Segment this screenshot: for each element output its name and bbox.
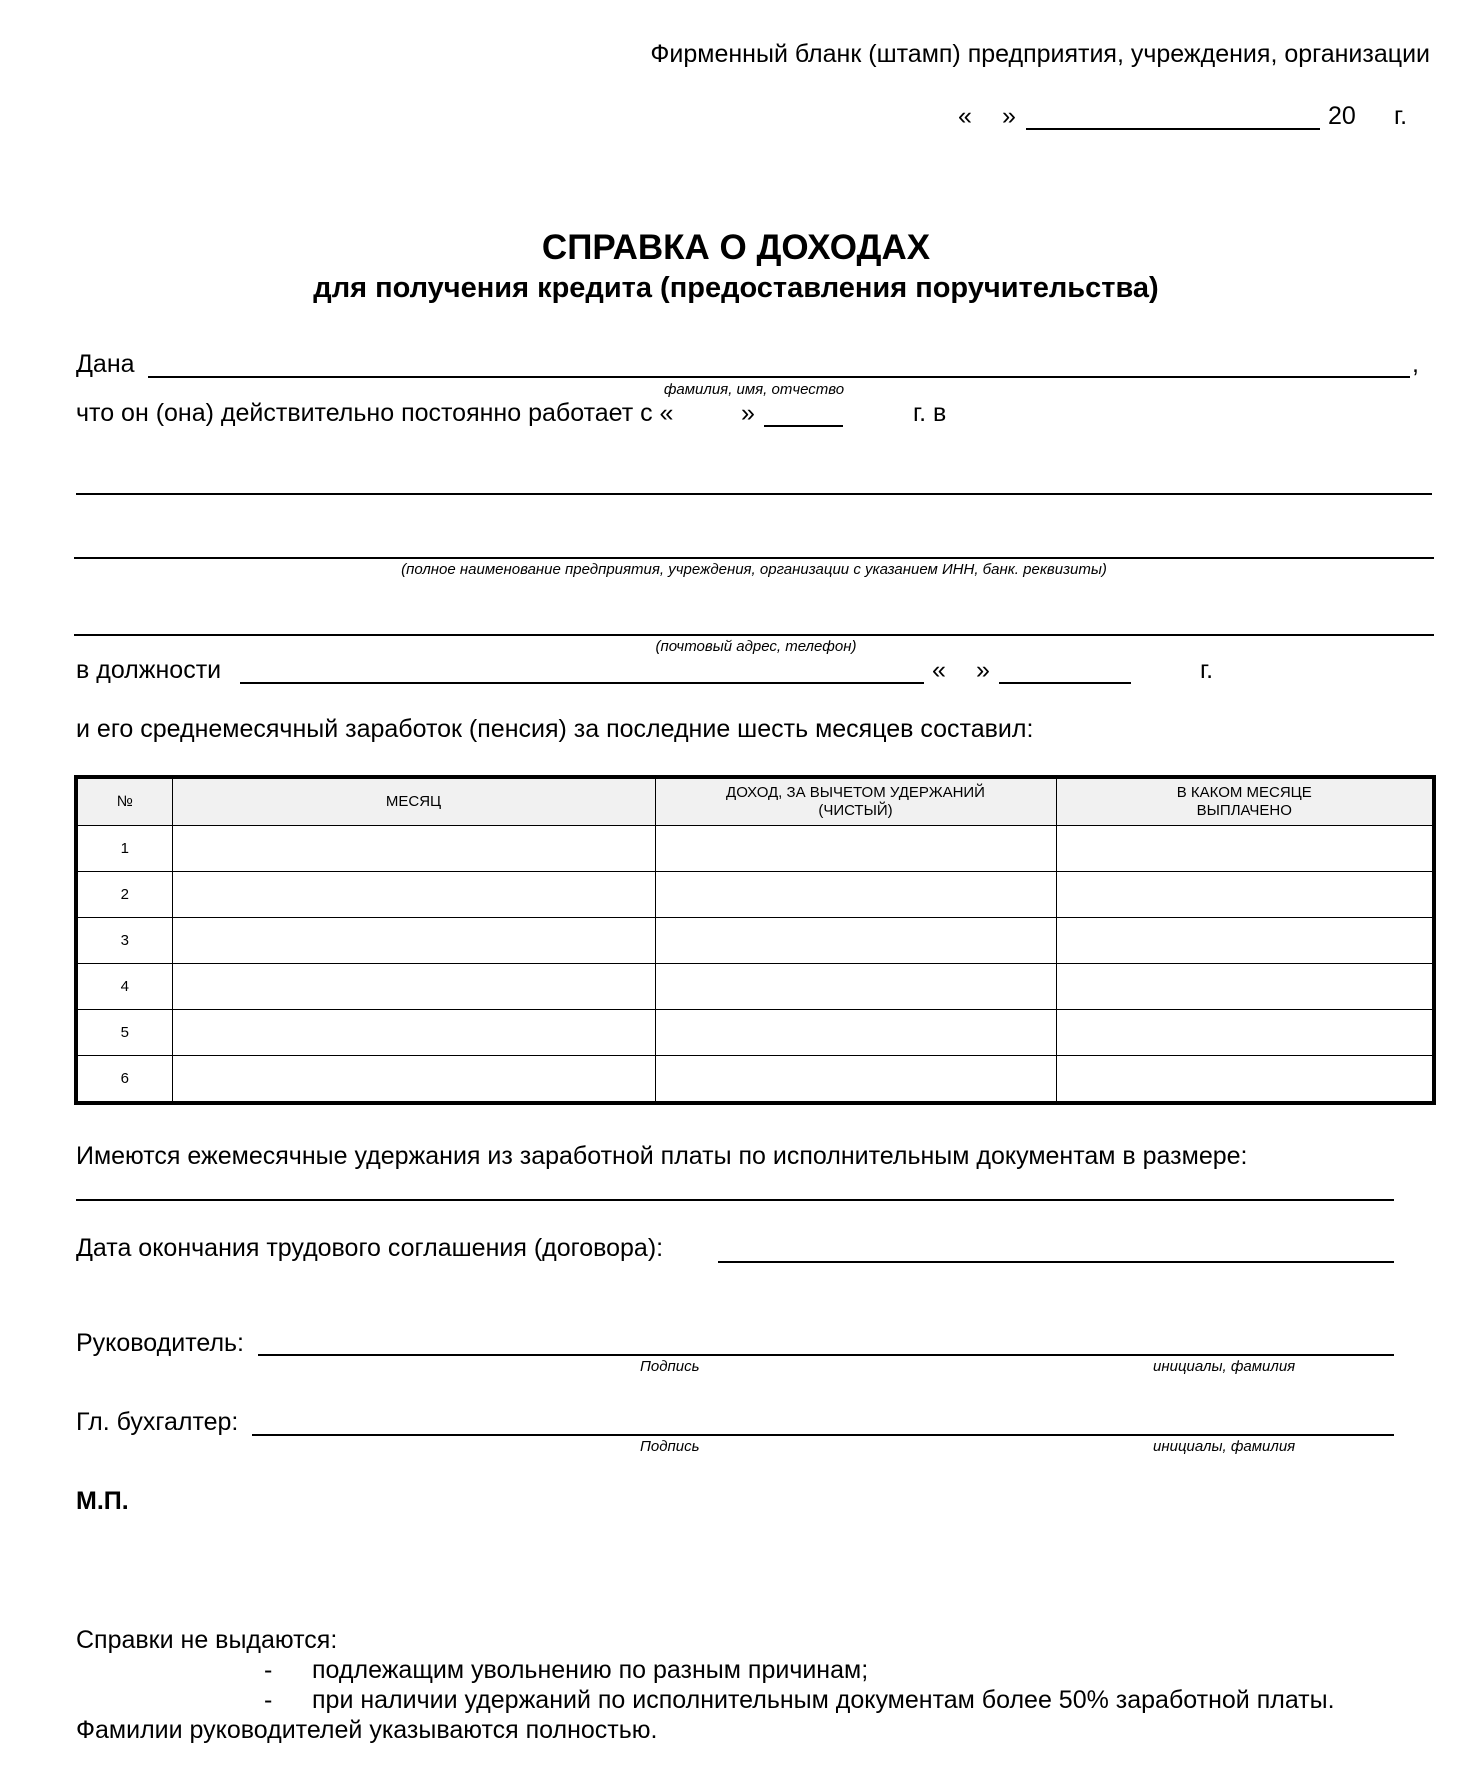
position-year-suffix: г. — [1200, 656, 1214, 684]
row-number: 3 — [76, 918, 172, 964]
accountant-signature-line[interactable] — [252, 1434, 1394, 1436]
table-row — [76, 872, 1434, 918]
address-line[interactable] — [74, 634, 1434, 636]
accountant-signature-caption: Подпись — [640, 1438, 700, 1455]
paid-month-cell[interactable] — [1056, 964, 1434, 1010]
month-cell[interactable] — [172, 918, 655, 964]
table-row — [76, 1010, 1434, 1056]
accountant-label: Гл. бухгалтер: — [76, 1408, 239, 1436]
bullet-dash: - — [264, 1656, 273, 1684]
date-year-prefix: 20 — [1328, 102, 1356, 130]
notes-footer: Фамилии руководителей указываются полностью. — [76, 1716, 658, 1744]
row-number: 5 — [76, 1010, 172, 1056]
net-income-cell[interactable] — [655, 918, 1056, 964]
month-cell[interactable] — [172, 1010, 655, 1056]
table-row — [76, 918, 1434, 964]
date-day-month-line[interactable] — [1026, 128, 1320, 130]
net-income-cell[interactable] — [655, 872, 1056, 918]
column-header-number: № — [76, 777, 172, 826]
accountant-initials-caption: инициалы, фамилия — [1153, 1438, 1296, 1455]
position-date-line[interactable] — [999, 682, 1131, 684]
net-income-cell[interactable] — [655, 826, 1056, 872]
address-caption: (почтовый адрес, телефон) — [655, 638, 857, 655]
notes-item — [264, 1686, 1335, 1715]
column-header-net-income — [655, 777, 1056, 826]
table-header-row — [76, 777, 1434, 826]
net-income-cell[interactable] — [655, 1010, 1056, 1056]
org-caption: (полное наименование предприятия, учреждения, организации с указанием ИНН, банк. реквизиты) — [401, 561, 1107, 578]
director-label: Руководитель: — [76, 1329, 245, 1357]
row-number: 4 — [76, 964, 172, 1010]
notes-item-text: подлежащим увольнению по разным причинам; — [312, 1656, 869, 1684]
table-row — [76, 964, 1434, 1010]
avg-income-text: и его среднемесячный заработок (пенсия) за последние шесть месяцев составил: — [76, 715, 1034, 743]
month-cell[interactable] — [172, 1056, 655, 1104]
document-title: СПРАВКА О ДОХОДАХ — [541, 228, 931, 267]
director-initials-caption: инициалы, фамилия — [1153, 1358, 1296, 1375]
net-income-cell[interactable] — [655, 964, 1056, 1010]
deductions-field-line[interactable] — [76, 1199, 1394, 1201]
row-number: 6 — [76, 1056, 172, 1104]
date-open-quote: « — [958, 102, 972, 130]
works-since-month-line[interactable] — [764, 425, 843, 427]
paid-month-cell[interactable] — [1056, 1010, 1434, 1056]
paid-month-cell[interactable] — [1056, 872, 1434, 918]
table-row — [76, 1056, 1434, 1104]
letterhead-caption: Фирменный бланк (штамп) предприятия, учреждения, организации — [650, 40, 1430, 68]
paid-month-cell[interactable] — [1056, 918, 1434, 964]
fio-comma: , — [1412, 350, 1419, 378]
stamp-label: М.П. — [76, 1487, 129, 1515]
deductions-text: Имеются ежемесячные удержания из заработной платы по исполнительным документам в размере: — [76, 1142, 1248, 1170]
income-table — [74, 775, 1436, 1105]
paid-month-cell[interactable] — [1056, 1056, 1434, 1104]
director-signature-caption: Подпись — [640, 1358, 700, 1375]
month-cell[interactable] — [172, 872, 655, 918]
notes-title: Справки не выдаются: — [76, 1626, 338, 1654]
position-label: в должности — [76, 656, 222, 684]
table-row — [76, 826, 1434, 872]
net-income-cell[interactable] — [655, 1056, 1056, 1104]
contract-end-label: Дата окончания трудового соглашения (договора): — [76, 1234, 664, 1262]
contract-end-field-line[interactable] — [718, 1261, 1394, 1263]
date-year-suffix: г. — [1394, 102, 1408, 130]
position-open-quote: « — [932, 656, 946, 684]
bullet-dash: - — [264, 1686, 273, 1714]
position-close-quote: » — [976, 656, 990, 684]
month-cell[interactable] — [172, 826, 655, 872]
notes-item-text: при наличии удержаний по исполнительным документам более 50% заработной платы. — [312, 1686, 1335, 1714]
notes-item — [264, 1656, 868, 1685]
issued-to-label: Дана — [76, 350, 135, 378]
row-number: 2 — [76, 872, 172, 918]
month-cell[interactable] — [172, 964, 655, 1010]
works-since-text: что он (она) действительно постоянно работает с « — [76, 399, 674, 427]
paid-month-header-text: В КАКОМ МЕСЯЦЕ ВЫПЛАЧЕНО — [1176, 784, 1312, 819]
row-number: 1 — [76, 826, 172, 872]
paid-month-cell[interactable] — [1056, 826, 1434, 872]
org-line-2[interactable] — [74, 557, 1434, 559]
date-close-quote: » — [1002, 102, 1016, 130]
org-line-1[interactable] — [76, 493, 1432, 495]
works-since-close-quote: » — [741, 399, 755, 427]
position-field-line[interactable] — [240, 682, 924, 684]
fio-field-line[interactable] — [148, 376, 1410, 378]
fio-caption: фамилия, имя, отчество — [663, 381, 845, 398]
document-subtitle: для получения кредита (предоставления поручительства) — [313, 272, 1159, 304]
director-signature-line[interactable] — [258, 1354, 1394, 1356]
column-header-month: МЕСЯЦ — [172, 777, 655, 826]
net-income-header-text: ДОХОД, ЗА ВЫЧЕТОМ УДЕРЖАНИЙ (ЧИСТЫЙ) — [726, 784, 985, 819]
works-since-year-suffix: г. в — [913, 399, 947, 427]
column-header-paid-month — [1056, 777, 1434, 826]
